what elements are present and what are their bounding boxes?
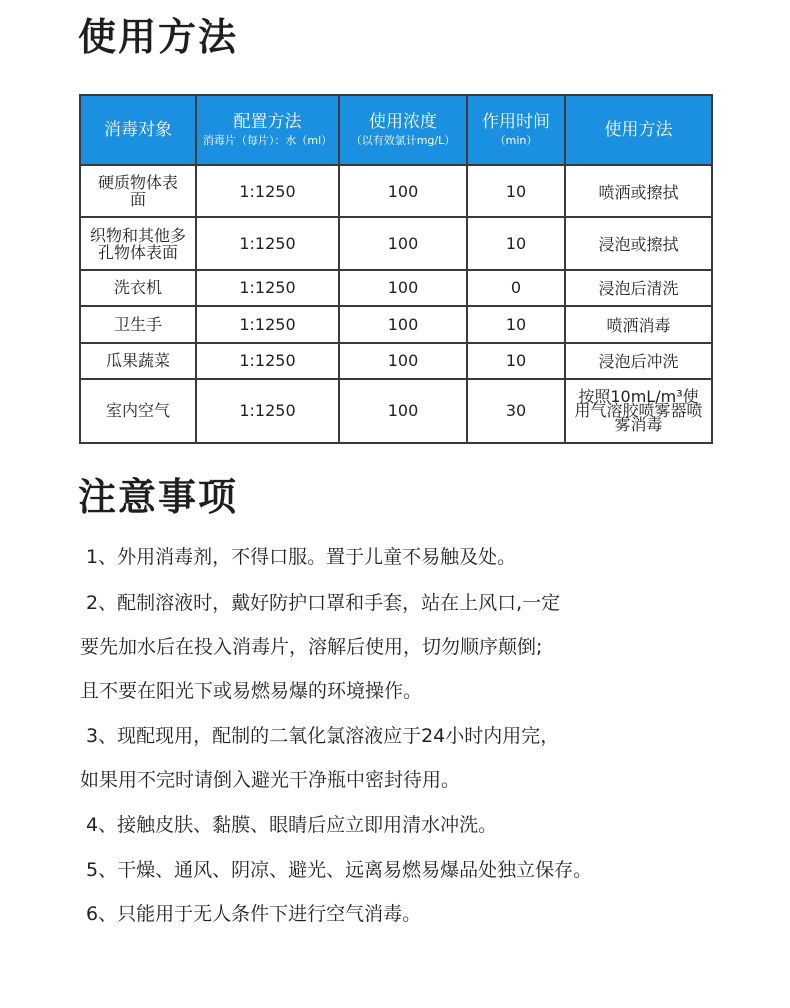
cell-concentration: 100 (339, 165, 467, 217)
header-object: 消毒对象 (80, 95, 196, 165)
note-line-4: 且不要在阳光下或易燃易爆的环境操作。 (80, 680, 423, 702)
header-method: 使用方法 (565, 95, 712, 165)
cell-ratio: 1:1250 (196, 379, 339, 443)
cell-concentration: 100 (339, 343, 467, 379)
header-ratio: 配置方法 消毒片（每片）：水（ml） (196, 95, 339, 165)
table-header-row (80, 95, 712, 165)
cell-method: 喷洒消毒 (565, 306, 712, 342)
usage-table (79, 94, 713, 444)
note-line-8: 5、干燥、通风、阴凉、避光、远离易燃易爆品处独立保存。 (86, 859, 593, 881)
cell-object: 室内空气 (80, 379, 196, 443)
cell-time: 0 (467, 270, 565, 306)
cell-ratio: 1:1250 (196, 165, 339, 217)
header-concentration: 使用浓度 （以有效氯计mg/L） (339, 95, 467, 165)
note-line-7: 4、接触皮肤、黏膜、眼睛后应立即用清水冲洗。 (86, 814, 498, 836)
note-line-9: 6、只能用于无人条件下进行空气消毒。 (86, 903, 422, 925)
table-row (80, 379, 712, 443)
cell-object: 瓜果蔬菜 (80, 343, 196, 379)
table-row (80, 270, 712, 306)
cell-method: 浸泡后冲洗 (565, 343, 712, 379)
header-time: 作用时间 （min） (467, 95, 565, 165)
cell-ratio: 1:1250 (196, 270, 339, 306)
note-line-1: 1、外用消毒剂，不得口服。置于儿童不易触及处。 (86, 546, 517, 568)
section-title-precautions: 注意事项 (78, 475, 239, 519)
cell-object: 卫生手 (80, 306, 196, 342)
cell-method: 按照10mL/m³使用气溶胶喷雾器喷雾消毒 (565, 379, 712, 443)
cell-concentration: 100 (339, 306, 467, 342)
cell-method: 浸泡或擦拭 (565, 217, 712, 269)
cell-time: 10 (467, 165, 565, 217)
cell-concentration: 100 (339, 379, 467, 443)
note-line-5: 3、现配现用，配制的二氧化氯溶液应于24小时内用完， (86, 725, 560, 747)
cell-ratio: 1:1250 (196, 217, 339, 269)
cell-time: 10 (467, 343, 565, 379)
note-line-2: 2、配制溶液时，戴好防护口罩和手套，站在上风口,一定 (86, 592, 561, 614)
table-row (80, 306, 712, 342)
cell-concentration: 100 (339, 217, 467, 269)
section-title-usage: 使用方法 (78, 15, 239, 59)
table-row (80, 217, 712, 269)
cell-method: 浸泡后清洗 (565, 270, 712, 306)
cell-ratio: 1:1250 (196, 343, 339, 379)
note-line-3: 要先加水后在投入消毒片，溶解后使用，切勿顺序颠倒; (80, 636, 543, 658)
cell-concentration: 100 (339, 270, 467, 306)
cell-time: 30 (467, 379, 565, 443)
cell-object: 洗衣机 (80, 270, 196, 306)
cell-time: 10 (467, 217, 565, 269)
cell-ratio: 1:1250 (196, 306, 339, 342)
table-row (80, 165, 712, 217)
cell-object: 硬质物体表面 (80, 165, 196, 217)
table-row (80, 343, 712, 379)
cell-time: 10 (467, 306, 565, 342)
cell-method: 喷洒或擦拭 (565, 165, 712, 217)
note-line-6: 如果用不完时请倒入避光干净瓶中密封待用。 (80, 769, 461, 791)
cell-object: 织物和其他多孔物体表面 (80, 217, 196, 269)
